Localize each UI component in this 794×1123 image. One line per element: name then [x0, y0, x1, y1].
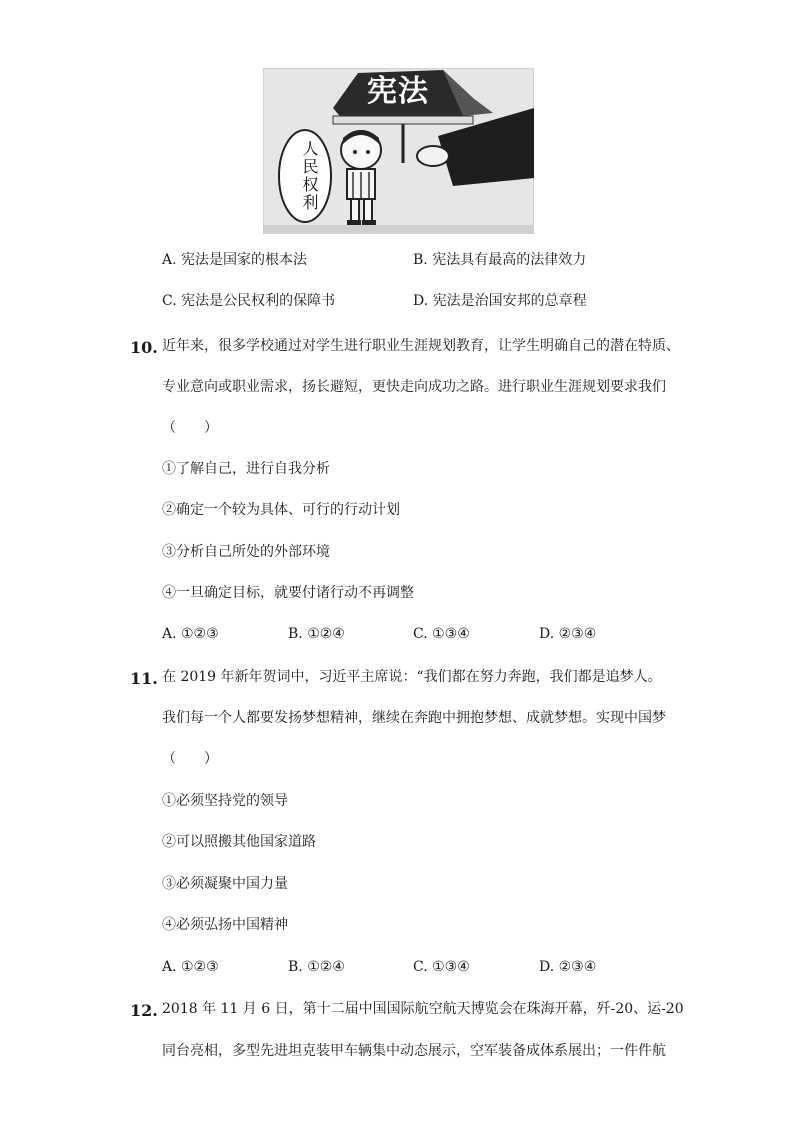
q10-item-4: ④一旦确定目标，就要付诸行动不再调整: [162, 585, 414, 601]
q10-option-d[interactable]: D. ②③④: [539, 626, 597, 642]
q9-option-d[interactable]: D. 宪法是治国安邦的总章程: [413, 293, 587, 309]
q11-option-a[interactable]: A. ①②③: [162, 959, 219, 975]
q10-option-b[interactable]: B. ①②④: [288, 626, 345, 642]
q11-option-d[interactable]: D. ②③④: [539, 959, 597, 975]
q10-option-a[interactable]: A. ①②③: [162, 626, 219, 642]
q9-option-b[interactable]: B. 宪法具有最高的法律效力: [413, 252, 587, 268]
q10-option-c[interactable]: C. ①③④: [413, 626, 470, 642]
q9-option-c[interactable]: C. 宪法是公民权利的保障书: [162, 293, 336, 309]
q10-item-1: ①了解自己，进行自我分析: [162, 461, 330, 477]
q11-answer-paren: （ ）: [162, 751, 218, 767]
q11-option-b[interactable]: B. ①②④: [288, 959, 345, 975]
cartoon-title-text: 宪法: [367, 74, 429, 109]
q9-option-a[interactable]: A. 宪法是国家的根本法: [162, 252, 308, 268]
q12-number: 12.: [130, 1001, 158, 1020]
q11-item-3: ③必须凝聚中国力量: [162, 876, 288, 892]
q11-stem-line1: 在 2019 年新年贺词中，习近平主席说：“我们都在努力奔跑，我们都是追梦人。: [162, 669, 662, 685]
q11-item-1: ①必须坚持党的领导: [162, 793, 288, 809]
q12-stem-line2: 同台亮相，多型先进坦克装甲车辆集中动态展示，空军装备成体系展出；一件件航: [162, 1043, 666, 1059]
q10-number: 10.: [130, 338, 158, 357]
q11-item-2: ②可以照搬其他国家道路: [162, 834, 316, 850]
q11-stem-line2: 我们每一个人都要发扬梦想精神，继续在奔跑中拥抱梦想、成就梦想。实现中国梦: [162, 710, 666, 726]
q11-option-c[interactable]: C. ①③④: [413, 959, 470, 975]
q10-item-3: ③分析自己所处的外部环境: [162, 544, 330, 560]
q12-stem-line1: 2018 年 11 月 6 日，第十二届中国国际航空航天博览会在珠海开幕，歼-20、运-20: [162, 1001, 684, 1017]
q11-item-4: ④必须弘扬中国精神: [162, 917, 288, 933]
q10-item-2: ②确定一个较为具体、可行的行动计划: [162, 502, 400, 518]
q10-stem-line1: 近年来，很多学校通过对学生进行职业生涯规划教育，让学生明确自己的潜在特质、: [162, 338, 680, 354]
q10-answer-paren: （ ）: [162, 420, 218, 436]
q10-stem-line2: 专业意向或职业需求，扬长避短，更快走向成功之路。进行职业生涯规划要求我们: [162, 379, 666, 395]
constitution-cartoon: [263, 68, 534, 234]
q11-number: 11.: [130, 669, 158, 688]
cartoon-bubble-text: 人民权利: [300, 140, 319, 212]
